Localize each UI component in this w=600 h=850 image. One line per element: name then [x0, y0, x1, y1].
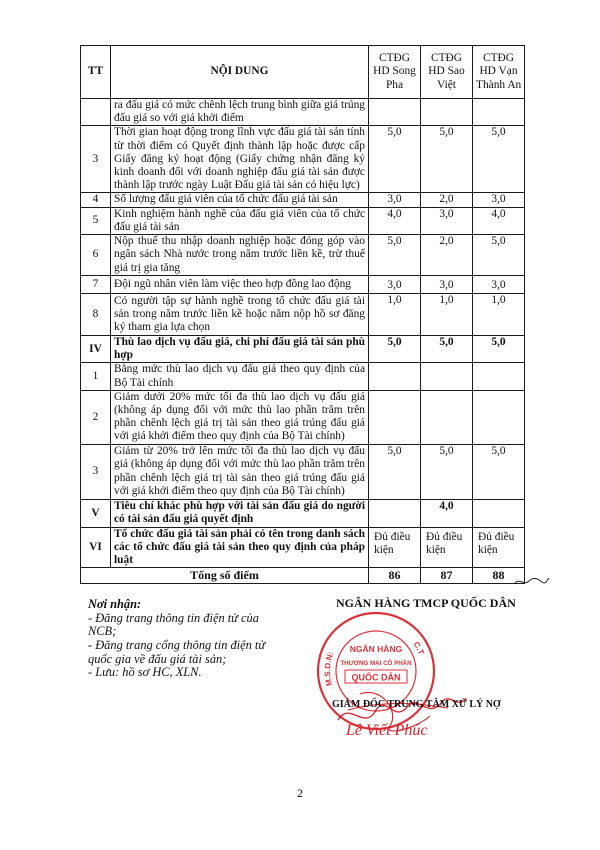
- table-row: [81, 336, 525, 363]
- score-cell: 3,0: [369, 193, 421, 207]
- score-cell: [369, 99, 421, 126]
- signatory-organization: NGÂN HÀNG TMCP QUỐC DÂN: [336, 596, 516, 611]
- score-cell: Đủ điều kiện: [369, 527, 421, 568]
- score-cell: 2,0: [421, 235, 473, 276]
- criterion-text: Giảm từ 20% trở lên mức tối đa thù lao dịch vụ đấu giá (không áp dụng đối với mức thù lao phần trăm trên phần chênh lệch giá trị tài sản theo giá trúng đấu giá với giá khởi điểm theo quy định của Bộ Tài chính): [111, 444, 369, 499]
- score-cell: 3,0: [473, 276, 525, 294]
- table-row: [81, 207, 525, 234]
- total-score: 86: [369, 568, 421, 584]
- score-cell: [369, 363, 421, 390]
- row-number: 1: [81, 363, 111, 390]
- score-cell: 5,0: [369, 126, 421, 193]
- score-cell: [421, 363, 473, 390]
- row-number: IV: [81, 336, 111, 363]
- score-cell: 2,0: [421, 193, 473, 207]
- recipient-item: - Đăng trang cổng thông tin điện tử quốc gia về đấu giá tài sản;: [88, 638, 266, 666]
- recipients-block: [88, 598, 278, 680]
- score-cell: [421, 99, 473, 126]
- table-header-row: [81, 46, 525, 99]
- row-number: 7: [81, 276, 111, 294]
- table-row: [81, 294, 525, 336]
- table-row: [81, 99, 525, 126]
- criterion-text: Nộp thuế thu nhập doanh nghiệp hoặc đóng góp vào ngân sách Nhà nước trong năm trước liền kề, trừ thuế giá trị gia tăng: [111, 235, 369, 276]
- criterion-text: Kinh nghiệm hành nghề của đấu giá viên của tổ chức đấu giá tài sản: [111, 207, 369, 234]
- criterion-text: Tiêu chí khác phù hợp với tài sản đấu giá do người có tài sản đấu giá quyết định: [111, 499, 369, 527]
- row-number: 3: [81, 126, 111, 193]
- table-row: [81, 235, 525, 276]
- table-row: [81, 126, 525, 193]
- total-score: 88: [473, 568, 525, 584]
- header-org-song-pha: [369, 46, 421, 99]
- criterion-text: Đội ngũ nhân viên làm việc theo hợp đồng lao động: [111, 276, 369, 294]
- table-row: [81, 390, 525, 444]
- seal-ring-text: M.S.D.N:: [322, 650, 336, 688]
- row-number: VI: [81, 527, 111, 568]
- header-org-line: HD Sao: [428, 65, 465, 78]
- score-cell: 3,0: [421, 207, 473, 234]
- score-cell: 1,0: [421, 294, 473, 336]
- header-org-line: Thành An: [476, 78, 522, 91]
- score-cell: Đủ điều kiện: [473, 527, 525, 568]
- total-row: [81, 568, 525, 584]
- table-row: [81, 363, 525, 390]
- header-org-line: HD Song: [373, 65, 416, 78]
- score-cell: 3,0: [421, 276, 473, 294]
- criterion-text: Thù lao dịch vụ đấu giá, chi phí đấu giá tài sản phù hợp: [111, 336, 369, 363]
- header-org-van-thanh-an: [473, 46, 525, 99]
- signatory-name: Lê Viết Phúc: [346, 722, 428, 740]
- score-cell: 4,0: [421, 499, 473, 527]
- scoring-table: [80, 45, 525, 584]
- criterion-text: Giảm dưới 20% mức tối đa thù lao dịch vụ đấu giá (không áp dụng đối với mức thù lao phần trăm trên phần chênh lệch giá trị tài sản theo giá trúng đấu giá với giá khởi điểm theo quy định của Bộ Tài chính): [111, 390, 369, 444]
- score-cell: 5,0: [369, 336, 421, 363]
- row-number: 2: [81, 390, 111, 444]
- score-cell: 5,0: [369, 235, 421, 276]
- signatory-position: GIÁM ĐỐC TRUNG TÂM XỬ LÝ NỢ: [332, 699, 501, 711]
- seal-ring-text: C.T: [411, 640, 426, 657]
- score-cell: 5,0: [473, 235, 525, 276]
- score-cell: [369, 499, 421, 527]
- row-number: 8: [81, 294, 111, 336]
- recipients-heading: Nơi nhận:: [88, 597, 142, 612]
- score-cell: 5,0: [473, 444, 525, 499]
- table-row: [81, 527, 525, 568]
- row-number: [81, 99, 111, 126]
- header-org-sao-viet: [421, 46, 473, 99]
- total-score: 87: [421, 568, 473, 584]
- criterion-text: Số lượng đấu giá viên của tổ chức đấu giá tài sản: [111, 193, 369, 207]
- seal-line: THƯƠNG MẠI CỔ PHẦN: [340, 660, 412, 668]
- pen-mark: [514, 574, 550, 588]
- score-cell: 5,0: [421, 444, 473, 499]
- score-cell: [473, 363, 525, 390]
- header-org-line: CTĐG: [482, 52, 514, 65]
- score-cell: [473, 499, 525, 527]
- score-cell: [473, 390, 525, 444]
- score-cell: 3,0: [369, 276, 421, 294]
- criterion-text: Có người tập sự hành nghề trong tổ chức đấu giá tài sản trong năm trước liền kề hoặc năm nộp hồ sơ đăng ký tham gia lựa chọn: [111, 294, 369, 336]
- table-row: [81, 276, 525, 294]
- seal-line: NGÂN HÀNG: [349, 644, 403, 655]
- criterion-text: ra đấu giá có mức chênh lệch trung bình giữa giá trúng đấu giá so với giá khởi điểm: [111, 99, 369, 126]
- total-label: Tổng số điểm: [81, 568, 369, 584]
- row-number: 5: [81, 207, 111, 234]
- score-cell: 1,0: [369, 294, 421, 336]
- score-cell: 5,0: [369, 444, 421, 499]
- recipient-item: - Lưu: hồ sơ HC, XLN.: [88, 665, 202, 680]
- seal-line: QUỐC DÂN: [351, 672, 401, 683]
- table-row: [81, 499, 525, 527]
- table-body: [81, 99, 525, 568]
- table-row: [81, 444, 525, 499]
- svg-text:C.T: [412, 640, 426, 656]
- criterion-text: Thời gian hoạt động trong lĩnh vực đấu giá tài sản tính từ thời điểm có Quyết định thành lập hoặc được cấp Giấy đăng ký hoạt động (Giấy chứng nhận đăng ký kinh doanh đối với doanh nghiệp đấu giá tài sản được thành lập trước ngày Luật Đấu giá tài sản có hiệu lực): [111, 126, 369, 193]
- score-cell: 5,0: [421, 336, 473, 363]
- header-tt: TT: [81, 46, 111, 99]
- row-number: V: [81, 499, 111, 527]
- header-content: NỘI DUNG: [111, 46, 369, 99]
- score-cell: [421, 390, 473, 444]
- score-cell: 5,0: [473, 126, 525, 193]
- header-org-line: HD Vạn: [479, 65, 518, 78]
- header-org-line: Việt: [437, 78, 456, 91]
- score-cell: [473, 99, 525, 126]
- score-cell: 3,0: [473, 193, 525, 207]
- header-org-line: CTĐG: [378, 52, 410, 65]
- score-cell: 1,0: [473, 294, 525, 336]
- table-row: [81, 193, 525, 207]
- score-cell: [369, 390, 421, 444]
- header-org-line: CTĐG: [430, 52, 462, 65]
- score-cell: 5,0: [473, 336, 525, 363]
- criterion-text: Tổ chức đấu giá tài sản phải có tên trong danh sách các tổ chức đấu giá tài sản theo quy định của pháp luật: [111, 527, 369, 568]
- score-cell: 4,0: [473, 207, 525, 234]
- score-cell: 5,0: [421, 126, 473, 193]
- row-number: 6: [81, 235, 111, 276]
- header-org-line: Pha: [385, 78, 404, 91]
- document-page: [0, 45, 600, 746]
- criterion-text: Bằng mức thù lao dịch vụ đấu giá theo quy định của Bộ Tài chính: [111, 363, 369, 390]
- row-number: 3: [81, 444, 111, 499]
- document-footer: [0, 596, 600, 746]
- recipient-item: - Đăng trang thông tin điện tử của NCB;: [88, 610, 259, 639]
- score-cell: 4,0: [369, 207, 421, 234]
- row-number: 4: [81, 193, 111, 207]
- score-cell: Đủ điều kiện: [421, 527, 473, 568]
- page-number: 2: [297, 786, 303, 800]
